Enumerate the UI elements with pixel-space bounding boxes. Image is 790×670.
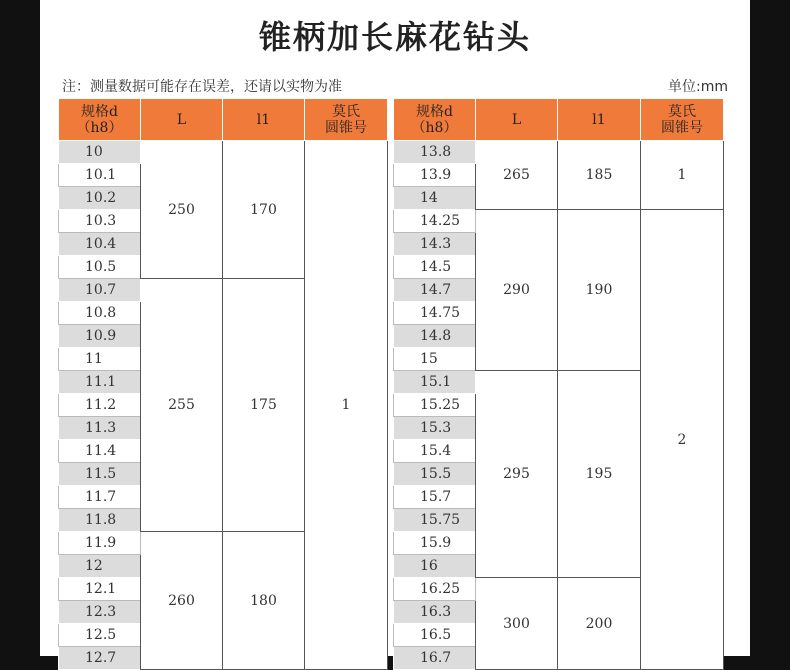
spec-d-cell: 13.9: [394, 164, 476, 187]
header-l1: l1: [223, 99, 305, 141]
spec-d-cell: 16.5: [394, 624, 476, 647]
header-morse-taper: 莫氏 圆锥号: [641, 99, 724, 141]
spec-d-cell: 10.2: [59, 187, 141, 210]
table-header-row: [59, 99, 388, 141]
length-l1-cell: 190: [558, 210, 641, 371]
table-header-row: [394, 99, 724, 141]
spec-d-cell: 15: [394, 348, 476, 371]
table-row: [59, 141, 388, 164]
spec-page: [40, 0, 750, 666]
spec-d-cell: 15.3: [394, 417, 476, 440]
spec-d-cell: 13.8: [394, 141, 476, 164]
spec-d-cell: 15.4: [394, 440, 476, 463]
spec-d-cell: 10.1: [59, 164, 141, 187]
spec-d-cell: 14: [394, 187, 476, 210]
page-title: 锥柄加长麻花钻头: [258, 18, 531, 56]
spec-d-cell: 11: [59, 348, 141, 371]
spec-d-cell: 15.7: [394, 486, 476, 509]
length-l1-cell: 175: [223, 279, 305, 532]
length-L-cell: 265: [476, 141, 558, 210]
spec-d-cell: 12.5: [59, 624, 141, 647]
length-l1-cell: 180: [223, 532, 305, 670]
spec-d-cell: 15.5: [394, 463, 476, 486]
length-L-cell: 260: [141, 532, 223, 670]
spec-table-right: [393, 98, 724, 670]
header-spec-d: 规格d （h8）: [59, 99, 141, 141]
spec-d-cell: 10: [59, 141, 141, 164]
spec-d-cell: 12.1: [59, 578, 141, 601]
spec-d-cell: 15.25: [394, 394, 476, 417]
spec-d-cell: 14.3: [394, 233, 476, 256]
length-L-cell: 250: [141, 141, 223, 279]
length-l1-cell: 200: [558, 578, 641, 670]
spec-d-cell: 10.5: [59, 256, 141, 279]
spec-d-cell: 12.7: [59, 647, 141, 670]
spec-d-cell: 15.9: [394, 532, 476, 555]
length-l1-cell: 195: [558, 371, 641, 578]
header-spec-d: 规格d （h8）: [394, 99, 476, 141]
length-L-cell: 290: [476, 210, 558, 371]
spec-d-cell: 15.75: [394, 509, 476, 532]
morse-taper-cell: 1: [641, 141, 724, 210]
spec-d-cell: 14.75: [394, 302, 476, 325]
spec-d-cell: 14.8: [394, 325, 476, 348]
spec-d-cell: 16.7: [394, 647, 476, 670]
length-l1-cell: 185: [558, 141, 641, 210]
spec-d-cell: 12: [59, 555, 141, 578]
measurement-note: 注：测量数据可能存在误差，还请以实物为准: [62, 79, 342, 95]
header-l1: l1: [558, 99, 641, 141]
unit-label: 单位:mm: [668, 79, 728, 95]
length-L-cell: 300: [476, 578, 558, 670]
length-L-cell: 255: [141, 279, 223, 532]
header-L: L: [476, 99, 558, 141]
spec-d-cell: 11.3: [59, 417, 141, 440]
spec-d-cell: 11.7: [59, 486, 141, 509]
spec-d-cell: 10.3: [59, 210, 141, 233]
spec-d-cell: 11.8: [59, 509, 141, 532]
table-row: [394, 141, 724, 164]
spec-d-cell: 11.4: [59, 440, 141, 463]
spec-d-cell: 15.1: [394, 371, 476, 394]
spec-d-cell: 16.25: [394, 578, 476, 601]
morse-taper-cell: 1: [305, 141, 388, 670]
spec-d-cell: 10.8: [59, 302, 141, 325]
header-L: L: [141, 99, 223, 141]
spec-d-cell: 16: [394, 555, 476, 578]
spec-d-cell: 14.7: [394, 279, 476, 302]
length-L-cell: 295: [476, 371, 558, 578]
length-l1-cell: 170: [223, 141, 305, 279]
spec-d-cell: 16.3: [394, 601, 476, 624]
spec-d-cell: 10.4: [59, 233, 141, 256]
spec-d-cell: 14.5: [394, 256, 476, 279]
spec-d-cell: 10.7: [59, 279, 141, 302]
morse-taper-cell: 2: [641, 210, 724, 670]
table-row: [394, 210, 724, 233]
spec-d-cell: 11.5: [59, 463, 141, 486]
spec-d-cell: 11.9: [59, 532, 141, 555]
spec-d-cell: 10.9: [59, 325, 141, 348]
spec-d-cell: 14.25: [394, 210, 476, 233]
spec-d-cell: 11.1: [59, 371, 141, 394]
spec-d-cell: 12.3: [59, 601, 141, 624]
spec-table-left: [58, 98, 388, 670]
header-morse-taper: 莫氏 圆锥号: [305, 99, 388, 141]
spec-d-cell: 11.2: [59, 394, 141, 417]
